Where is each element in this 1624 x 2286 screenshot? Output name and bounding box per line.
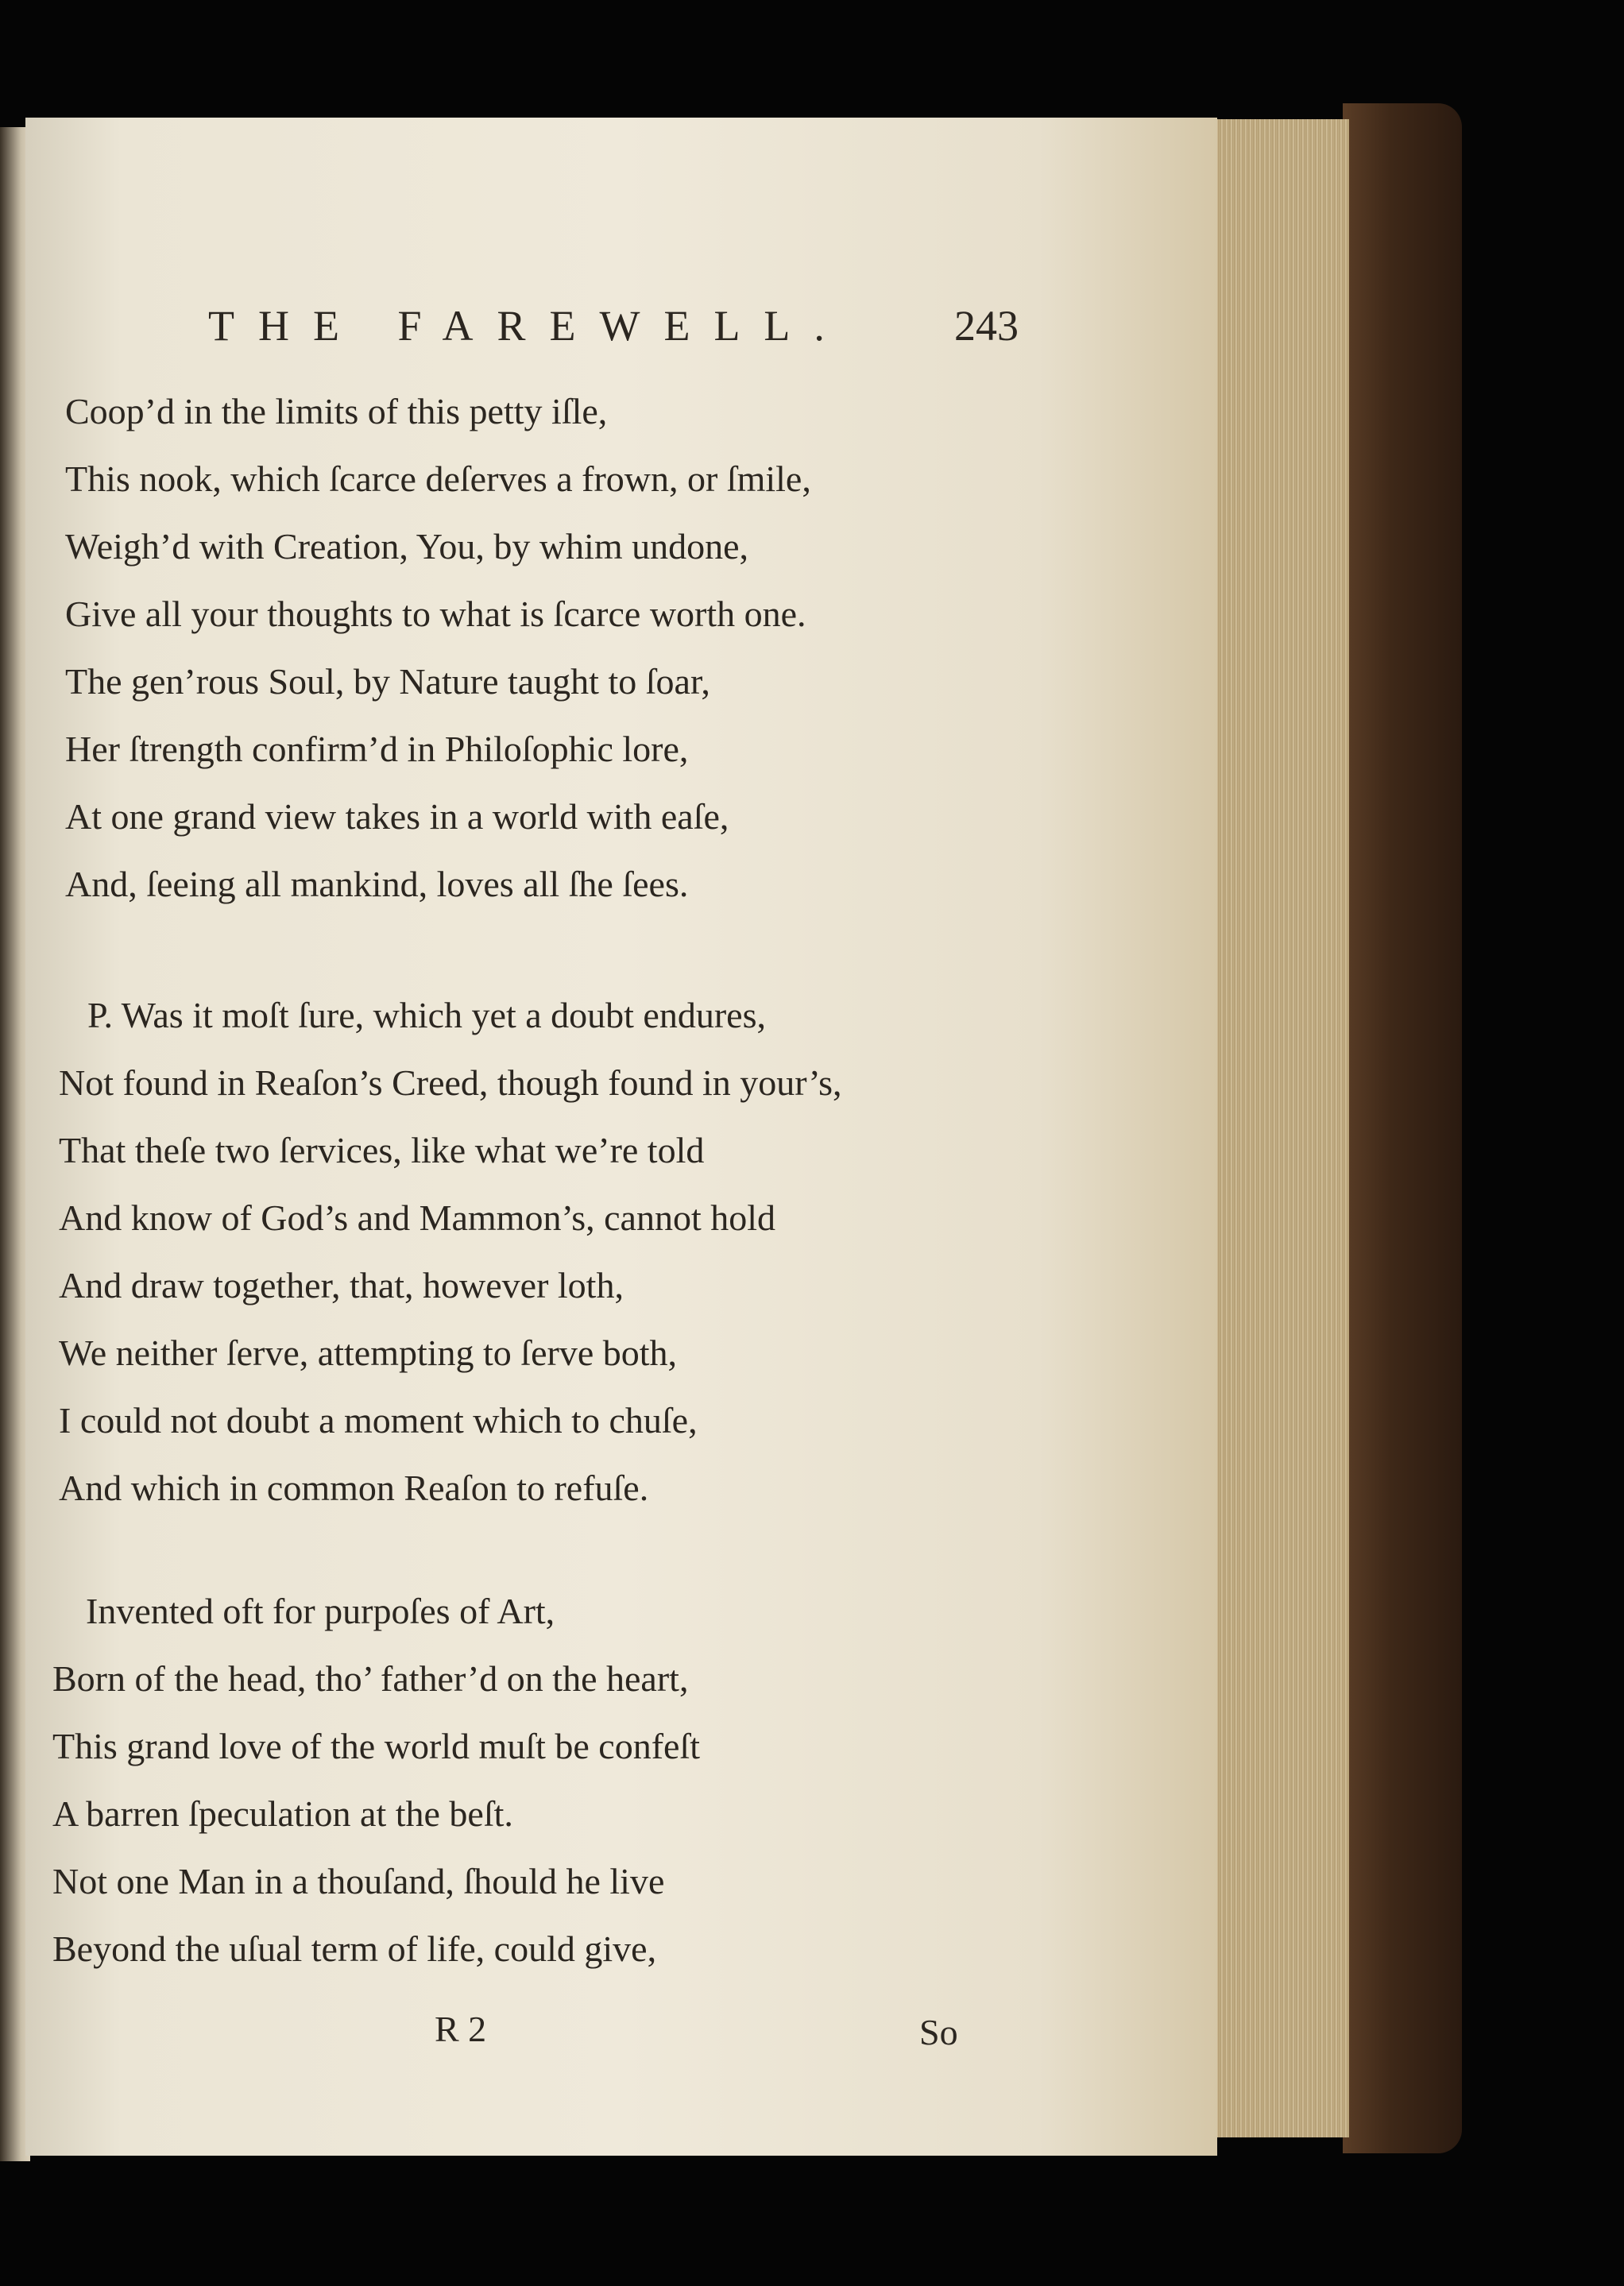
verse-line: Coop’d in the limits of this petty iſle, (65, 391, 608, 431)
verse-line: And, ſeeing all mankind, loves all ſhe ſees. (65, 864, 689, 904)
verse-line: Beyond the uſual term of life, could give, (52, 1928, 657, 1969)
verse-line: At one grand view takes in a world with eaſe, (65, 796, 729, 837)
verse-line: I could not doubt a moment which to chuſe, (59, 1400, 698, 1441)
verse-line: And draw together, that, however loth, (59, 1265, 624, 1305)
verse-line: Give all your thoughts to what is ſcarce worth one. (65, 594, 806, 634)
verse-line: Weigh’d with Creation, You, by whim undone, (65, 526, 749, 567)
verse-line: The gen’rous Soul, by Nature taught to ſoar, (65, 661, 710, 702)
book-binding (1343, 103, 1462, 2153)
running-head (208, 294, 1019, 358)
verse-line: Invented oft for purpoſes of Art, (86, 1591, 555, 1631)
page (25, 118, 1217, 2156)
verse-line: Her ſtrength confirm’d in Philoſophic lore, (65, 729, 689, 769)
verse-line: Born of the head, tho’ father’d on the heart, (52, 1658, 689, 1699)
verse-line: P. Was it moſt ſure, which yet a doubt endures, (87, 995, 766, 1035)
running-title: THE FAREWELL. (208, 302, 849, 350)
verse-line: Not one Man in a thouſand, ſhould he live (52, 1861, 665, 1901)
verse-line: This nook, which ſcarce deſerves a frown, or ſmile, (65, 458, 811, 499)
catchword: So (919, 2012, 958, 2052)
page-edges (1214, 119, 1349, 2137)
page-number: 243 (954, 302, 1019, 350)
signature-mark: R 2 (435, 2009, 487, 2049)
verse-line: A barren ſpeculation at the beſt. (52, 1793, 513, 1834)
verse-line: And which in common Reaſon to refuſe. (59, 1468, 649, 1508)
verse-line: That theſe two ſervices, like what we’re told (59, 1130, 705, 1170)
verse-line: And know of God’s and Mammon’s, cannot hold (59, 1197, 776, 1238)
verse-line: This grand love of the world muſt be confeſt (52, 1726, 701, 1766)
verse-line: We neither ſerve, attempting to ſerve both, (59, 1333, 678, 1373)
verse-line: Not found in Reaſon’s Creed, though found in your’s, (59, 1062, 842, 1103)
